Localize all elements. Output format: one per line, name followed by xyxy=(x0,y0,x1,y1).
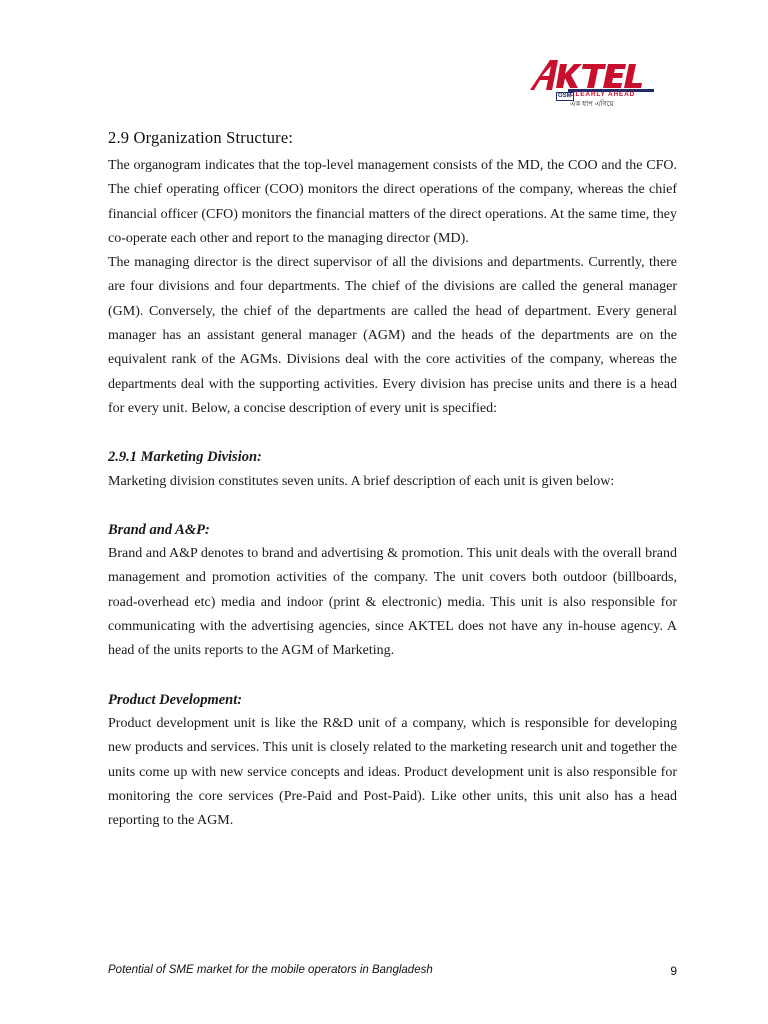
aktel-logo-mark xyxy=(528,58,658,92)
brand-ap-paragraph: Brand and A&P denotes to brand and advertising & promotion. This unit deals with the overall brand management and promotion activities of the company. The unit covers both outdoor (billboards, road-overhead etc) media and indoor (print & electronic) media. This unit is also responsible for communicating with the advertising agencies, since AKTEL does not have any in-house agency. A head of the units reports to the AGM of Marketing. xyxy=(108,546,677,659)
logo-tagline: CLEARLY AHEAD xyxy=(570,91,636,98)
footer-title: Potential of SME market for the mobile operators in Bangladesh xyxy=(108,964,433,976)
marketing-division-intro: Marketing division constitutes seven units. A brief description of each unit is given below: xyxy=(108,473,615,489)
logo-badge: GSM xyxy=(558,93,572,99)
page-content xyxy=(108,128,677,833)
organogram-paragraph: The organogram indicates that the top-level management consists of the MD, the COO and the CFO. The chief operating officer (COO) monitors the direct operations of the company, whereas the chief financial officer (CFO) monitors the financial matters of the direct operations. At the same time, they co-operate each other and report to the managing director (MD). xyxy=(108,158,677,246)
marketing-division-heading: 2.9.1 Marketing Division: xyxy=(108,449,262,466)
logo-bangla-slogan: এক ধাপ এগিয়ে xyxy=(570,101,614,108)
managing-director-paragraph: The managing director is the direct supervisor of all the divisions and departments. Currently, there are four divisions and four departments. The chief of the divisions are called the general manager (GM). Conversely, the chief of the departments are called the head of department. Every general manager has an assistant general manager (AGM) and the heads of the departments are on the equivalent rank of the AGMs. Divisions deal with the core activities of the company, whereas the departments deal with the supporting activities. Every division has precise units and there is a head for every unit. Below, a concise description of every unit is specified: xyxy=(108,255,677,416)
product-development-paragraph: Product development unit is like the R&D unit of a company, which is responsible for developing new products and services. This unit is closely related to the marketing research unit and together the units come up with new service concepts and ideas. Product development unit is also responsible for monitoring the core services (Pre-Paid and Post-Paid). Like other units, this unit also has a head reporting to the AGM. xyxy=(108,715,677,829)
page-number: 9 xyxy=(670,964,677,978)
section-heading: 2.9 Organization Structure: xyxy=(108,128,294,147)
brand-ap-heading: Brand and A&P: xyxy=(108,521,210,538)
aktel-logo xyxy=(528,58,658,106)
product-development-heading: Product Development: xyxy=(108,691,243,708)
page-footer xyxy=(108,964,677,982)
